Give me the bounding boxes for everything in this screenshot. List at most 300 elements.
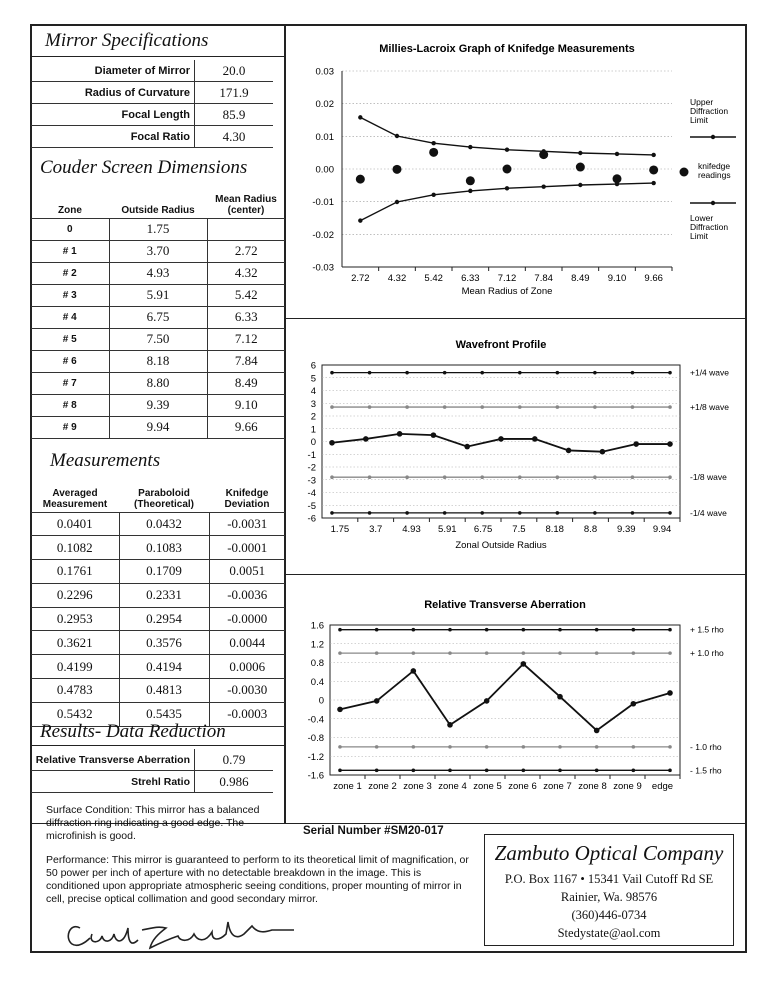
y-tick-label: 0.8 [310, 658, 324, 669]
paraboloid-cell: 0.2331 [119, 583, 209, 607]
transverse-aberration-chart [286, 588, 746, 822]
data-point [632, 651, 636, 655]
spec-value: 20.0 [195, 60, 274, 82]
paraboloid-cell: 0.0432 [119, 512, 209, 536]
data-point [337, 707, 343, 713]
data-point [595, 628, 599, 632]
outside-radius-cell: 7.50 [109, 328, 207, 350]
data-point [330, 405, 334, 409]
outside-radius-cell: 9.94 [109, 416, 207, 438]
series-label: -1/8 wave [690, 472, 727, 483]
result-label: Strehl Ratio [31, 771, 195, 793]
data-point [411, 668, 417, 674]
outside-radius-cell: 4.93 [109, 262, 207, 284]
data-point [518, 475, 522, 479]
paraboloid-cell: 0.5435 [119, 702, 209, 726]
data-point [578, 183, 582, 187]
couder-row [31, 416, 285, 438]
measurement-row [31, 607, 285, 631]
data-point [632, 745, 636, 749]
mean-radius-cell: 2.72 [207, 240, 285, 262]
couder-row [31, 350, 285, 372]
data-point [518, 405, 522, 409]
series-line [340, 664, 670, 731]
chart-title: Millies-Lacroix Graph of Knifedge Measurements [379, 43, 635, 55]
data-point [558, 769, 562, 773]
data-point [368, 405, 372, 409]
x-tick-label: 5.42 [424, 273, 443, 284]
data-point [532, 436, 538, 442]
chart-title: Relative Transverse Aberration [424, 599, 586, 611]
legend-marker [711, 201, 715, 205]
data-point [466, 176, 475, 185]
spec-row [31, 82, 273, 104]
legend-label: Upper Diffraction Limit [690, 97, 729, 125]
data-point [668, 769, 672, 773]
section-rule [31, 745, 285, 746]
deviation-cell: -0.0003 [209, 702, 285, 726]
data-point [443, 511, 447, 515]
data-point [356, 175, 365, 184]
measurements-header-row [31, 476, 285, 512]
couder-row [31, 240, 285, 262]
outside-radius-cell: 1.75 [109, 218, 207, 240]
company-box [484, 834, 734, 946]
x-tick-label: 7.5 [512, 524, 526, 535]
paraboloid-cell: 0.4813 [119, 679, 209, 703]
y-tick-label: -0.01 [312, 197, 334, 209]
data-point [651, 181, 655, 185]
legend-marker [680, 168, 689, 177]
measurement-cell: 0.2953 [31, 607, 119, 631]
data-point [600, 449, 606, 455]
data-point [338, 628, 342, 632]
x-tick-label: 9.66 [644, 273, 663, 284]
data-point [431, 432, 437, 438]
data-point [557, 694, 563, 700]
x-tick-label: 9.94 [652, 524, 672, 535]
y-tick-label: -4 [307, 488, 316, 499]
section-rule [31, 56, 285, 57]
outside-radius-cell: 8.18 [109, 350, 207, 372]
zone-cell: # 8 [31, 394, 109, 416]
data-point [521, 661, 527, 667]
x-tick-label: 8.18 [545, 524, 564, 535]
mean-radius-cell: 6.33 [207, 306, 285, 328]
data-point [522, 651, 526, 655]
data-point [593, 511, 597, 515]
data-point [631, 475, 635, 479]
measurement-row [31, 679, 285, 703]
y-tick-label: -6 [307, 513, 316, 525]
mean-radius-cell: 7.12 [207, 328, 285, 350]
x-tick-label: zone 3 [403, 781, 432, 792]
data-point [593, 405, 597, 409]
company-city: Rainier, Wa. 98576 [560, 890, 658, 904]
data-point [594, 728, 600, 734]
data-point [412, 769, 416, 773]
data-point [484, 698, 490, 704]
x-tick-label: 9.10 [607, 273, 627, 284]
legend-marker [711, 135, 715, 139]
data-point [631, 371, 635, 375]
paraboloid-cell: 0.4194 [119, 655, 209, 679]
data-point [558, 745, 562, 749]
data-point [395, 200, 399, 204]
couder-row [31, 372, 285, 394]
y-tick-label: 0 [310, 437, 316, 448]
data-point [667, 690, 673, 696]
data-point [397, 431, 403, 437]
deviation-cell: 0.0051 [209, 560, 285, 584]
y-tick-label: 0.01 [315, 131, 334, 143]
y-tick-label: -0.4 [307, 714, 324, 726]
data-point [498, 436, 504, 442]
y-tick-label: 1.6 [310, 620, 324, 632]
result-value: 0.986 [195, 771, 274, 793]
data-point [330, 475, 334, 479]
data-point [368, 475, 372, 479]
data-point [368, 371, 372, 375]
x-tick-label: 6.75 [473, 524, 493, 535]
data-point [329, 440, 335, 446]
measurement-row [31, 583, 285, 607]
spec-label: Focal Length [31, 104, 195, 126]
data-point [556, 371, 560, 375]
results-table [31, 749, 273, 793]
data-point [649, 165, 658, 174]
data-point [632, 769, 636, 773]
data-point [368, 511, 372, 515]
measurement-cell: 0.4783 [31, 679, 119, 703]
mean-radius-cell: 7.84 [207, 350, 285, 372]
mean-radius-cell: 8.49 [207, 372, 285, 394]
data-point [595, 769, 599, 773]
data-point [358, 218, 362, 222]
measurement-row [31, 655, 285, 679]
data-point [468, 189, 472, 193]
spec-label: Focal Ratio [31, 126, 195, 148]
data-point [443, 371, 447, 375]
data-point [558, 628, 562, 632]
zone-cell: # 4 [31, 306, 109, 328]
spec-label: Radius of Curvature [31, 82, 195, 104]
series-label: - 1.0 rho [690, 741, 722, 752]
outside-radius-cell: 5.91 [109, 284, 207, 306]
data-point [431, 141, 435, 145]
data-point [615, 152, 619, 156]
data-point [595, 745, 599, 749]
spec-row [31, 60, 273, 82]
outside-radius-cell: 3.70 [109, 240, 207, 262]
x-tick-label: zone 4 [438, 781, 467, 792]
measurement-cell: 0.2296 [31, 583, 119, 607]
column-header: Paraboloid (Theoretical) [119, 476, 209, 512]
mean-radius-cell: 5.42 [207, 284, 285, 306]
result-label: Relative Transverse Aberration [31, 749, 195, 771]
column-header: Mean Radius (center) [207, 184, 285, 218]
data-point [539, 150, 548, 159]
measurements-heading: Measurements [50, 450, 161, 471]
y-tick-label: -1.6 [307, 770, 324, 782]
data-point [505, 148, 509, 152]
series-label: -1/4 wave [690, 507, 727, 518]
y-tick-label: 0.00 [315, 164, 334, 176]
zone-cell: # 5 [31, 328, 109, 350]
measurement-row [31, 560, 285, 584]
measurement-cell: 0.1761 [31, 560, 119, 584]
couder-row [31, 394, 285, 416]
paraboloid-cell: 0.3576 [119, 631, 209, 655]
data-point [615, 182, 619, 186]
company-phone: (360)446-0734 [571, 908, 647, 922]
surface-condition-text: Surface Condition: This mirror has a balanced diffraction ring indicating a good edge. The microfinish is good. [46, 804, 260, 842]
measurement-row [31, 536, 285, 560]
data-point [393, 165, 402, 174]
x-tick-label: 7.84 [534, 273, 553, 284]
data-point [668, 475, 672, 479]
data-point [485, 628, 489, 632]
serial-number: Serial Number #SM20-017 [303, 825, 444, 837]
x-axis-label: Mean Radius of Zone [461, 286, 553, 297]
y-tick-label: 0 [318, 695, 324, 707]
results-heading: Results- Data Reduction [40, 721, 226, 742]
deviation-cell: -0.0001 [209, 536, 285, 560]
deviation-cell: -0.0000 [209, 607, 285, 631]
result-value: 0.79 [195, 749, 274, 771]
wavefront-profile-chart [286, 330, 746, 574]
data-point [632, 628, 636, 632]
data-point [518, 371, 522, 375]
deviation-cell: 0.0044 [209, 631, 285, 655]
data-point [556, 475, 560, 479]
mirror-specs-heading: Mirror Specifications [45, 30, 209, 51]
company-name: Zambuto Optical Company [494, 841, 724, 865]
legend-label: Lower Diffraction Limit [690, 213, 729, 241]
mean-radius-cell: 9.10 [207, 394, 285, 416]
data-point [412, 745, 416, 749]
couder-row [31, 218, 285, 240]
data-point [448, 745, 452, 749]
zone-cell: # 9 [31, 416, 109, 438]
y-tick-label: -2 [307, 462, 316, 474]
performance-text: Performance: This mirror is guaranteed to perform to its theoretical limit of magnification, or 50 power per inch of aperture with no detectable breakdown in the image. This is conditioned upon appropriate atmospheric seeing conditions, proper mounting of mirror in cell, precise optical collimation and good secondary mirror. [46, 854, 469, 905]
data-point [429, 148, 438, 157]
chart-divider-2 [285, 574, 746, 575]
data-point [363, 436, 369, 442]
measurement-cell: 0.4199 [31, 655, 119, 679]
x-tick-label: 5.91 [438, 524, 457, 535]
y-tick-label: 1 [310, 424, 316, 436]
data-point [485, 745, 489, 749]
data-point [518, 511, 522, 515]
x-tick-label: 8.8 [583, 524, 598, 535]
deviation-cell: -0.0036 [209, 583, 285, 607]
data-point [405, 475, 409, 479]
data-point [631, 701, 637, 707]
deviation-cell: 0.0006 [209, 655, 285, 679]
y-tick-label: 6 [310, 360, 316, 372]
y-tick-label: -0.02 [312, 229, 334, 241]
measurements-table [31, 476, 285, 727]
y-tick-label: 1.2 [310, 639, 324, 651]
data-point [338, 745, 342, 749]
y-tick-label: -5 [307, 500, 316, 512]
data-point [631, 405, 635, 409]
chart-divider-1 [285, 318, 746, 319]
measurement-row [31, 512, 285, 536]
data-point [443, 475, 447, 479]
series-label: +1/4 wave [690, 367, 729, 378]
data-point [668, 628, 672, 632]
x-tick-label: 2.72 [351, 273, 370, 284]
mean-radius-cell: 9.66 [207, 416, 285, 438]
data-point [330, 371, 334, 375]
spec-value: 171.9 [195, 82, 274, 104]
data-point [651, 153, 655, 157]
couder-header-row [31, 184, 285, 218]
result-row [31, 771, 273, 793]
y-tick-label: -1 [307, 449, 316, 461]
data-point [395, 134, 399, 138]
column-header: Knifedge Deviation [209, 476, 285, 512]
signature [62, 908, 302, 954]
data-point [668, 511, 672, 515]
mean-radius-cell: 4.32 [207, 262, 285, 284]
millies-lacroix-chart [286, 30, 746, 318]
data-point [503, 165, 512, 174]
data-point [668, 651, 672, 655]
result-row [31, 749, 273, 771]
data-point [448, 769, 452, 773]
mean-radius-cell [207, 218, 285, 240]
x-axis-label: Zonal Outside Radius [455, 540, 547, 551]
data-point [668, 745, 672, 749]
data-point [667, 441, 673, 447]
data-point [593, 371, 597, 375]
data-point [556, 511, 560, 515]
y-tick-label: -1.2 [307, 751, 324, 763]
data-point [405, 405, 409, 409]
series-label: - 1.5 rho [690, 765, 722, 776]
data-point [443, 405, 447, 409]
data-point [412, 628, 416, 632]
series-label: +1/8 wave [690, 402, 729, 413]
data-point [468, 145, 472, 149]
zone-cell: # 1 [31, 240, 109, 262]
data-point [464, 444, 470, 450]
x-tick-label: zone 2 [368, 781, 397, 792]
x-tick-label: 4.32 [387, 273, 407, 284]
y-tick-label: 5 [310, 373, 316, 385]
y-tick-label: 0.4 [310, 676, 324, 688]
data-point [595, 651, 599, 655]
data-point [505, 186, 509, 190]
data-point [448, 651, 452, 655]
x-tick-label: zone 6 [508, 781, 537, 792]
paraboloid-cell: 0.2954 [119, 607, 209, 631]
y-tick-label: 3 [310, 398, 316, 410]
y-tick-label: -0.03 [312, 262, 334, 274]
couder-row [31, 328, 285, 350]
x-tick-label: zone 8 [578, 781, 607, 792]
y-tick-label: -0.8 [307, 733, 324, 744]
y-tick-label: 4 [310, 386, 316, 397]
x-tick-label: 1.75 [330, 524, 350, 535]
spec-value: 85.9 [195, 104, 274, 126]
data-point [480, 405, 484, 409]
spec-value: 4.30 [195, 126, 274, 148]
data-point [593, 475, 597, 479]
data-point [447, 722, 453, 728]
mirror-specs-table [31, 60, 273, 148]
data-point [448, 628, 452, 632]
data-point [405, 511, 409, 515]
measurement-row [31, 631, 285, 655]
spec-row [31, 104, 273, 126]
spec-row [31, 126, 273, 148]
couder-heading: Couder Screen Dimensions [40, 157, 248, 178]
data-point [375, 628, 379, 632]
company-address: P.O. Box 1167 • 15341 Vail Cutoff Rd SE [504, 872, 714, 886]
x-tick-label: 3.7 [369, 524, 383, 535]
data-point [405, 371, 409, 375]
data-point [338, 769, 342, 773]
paraboloid-cell: 0.1709 [119, 560, 209, 584]
outside-radius-cell: 9.39 [109, 394, 207, 416]
zone-cell: # 3 [31, 284, 109, 306]
data-point [485, 651, 489, 655]
series-label: + 1.0 rho [690, 648, 724, 659]
data-point [668, 405, 672, 409]
outside-radius-cell: 8.80 [109, 372, 207, 394]
measurement-cell: 0.5432 [31, 702, 119, 726]
couder-row [31, 306, 285, 328]
x-tick-label: 7.12 [497, 273, 517, 284]
data-point [633, 441, 639, 447]
data-point [566, 448, 572, 454]
deviation-cell: -0.0031 [209, 512, 285, 536]
data-point [375, 651, 379, 655]
data-point [330, 511, 334, 515]
zone-cell: # 6 [31, 350, 109, 372]
x-tick-label: 6.33 [461, 273, 480, 284]
paraboloid-cell: 0.1083 [119, 536, 209, 560]
column-header: Zone [31, 184, 109, 218]
data-point [374, 698, 380, 704]
company-email: Stedystate@aol.com [557, 926, 661, 940]
spec-label: Diameter of Mirror [31, 60, 195, 82]
outside-radius-cell: 6.75 [109, 306, 207, 328]
measurement-cell: 0.1082 [31, 536, 119, 560]
data-point [375, 745, 379, 749]
measurement-cell: 0.0401 [31, 512, 119, 536]
data-point [576, 163, 585, 172]
deviation-cell: -0.0030 [209, 679, 285, 703]
data-point [522, 745, 526, 749]
x-tick-label: 9.39 [617, 524, 636, 535]
data-point [358, 115, 362, 119]
data-point [556, 405, 560, 409]
series-label: + 1.5 rho [690, 624, 724, 635]
data-point [431, 193, 435, 197]
x-tick-label: zone 1 [333, 781, 362, 792]
y-tick-label: 2 [310, 411, 316, 423]
data-point [480, 475, 484, 479]
x-tick-label: 4.93 [402, 524, 421, 535]
y-tick-label: 0.02 [315, 99, 334, 111]
couder-table [31, 184, 285, 439]
